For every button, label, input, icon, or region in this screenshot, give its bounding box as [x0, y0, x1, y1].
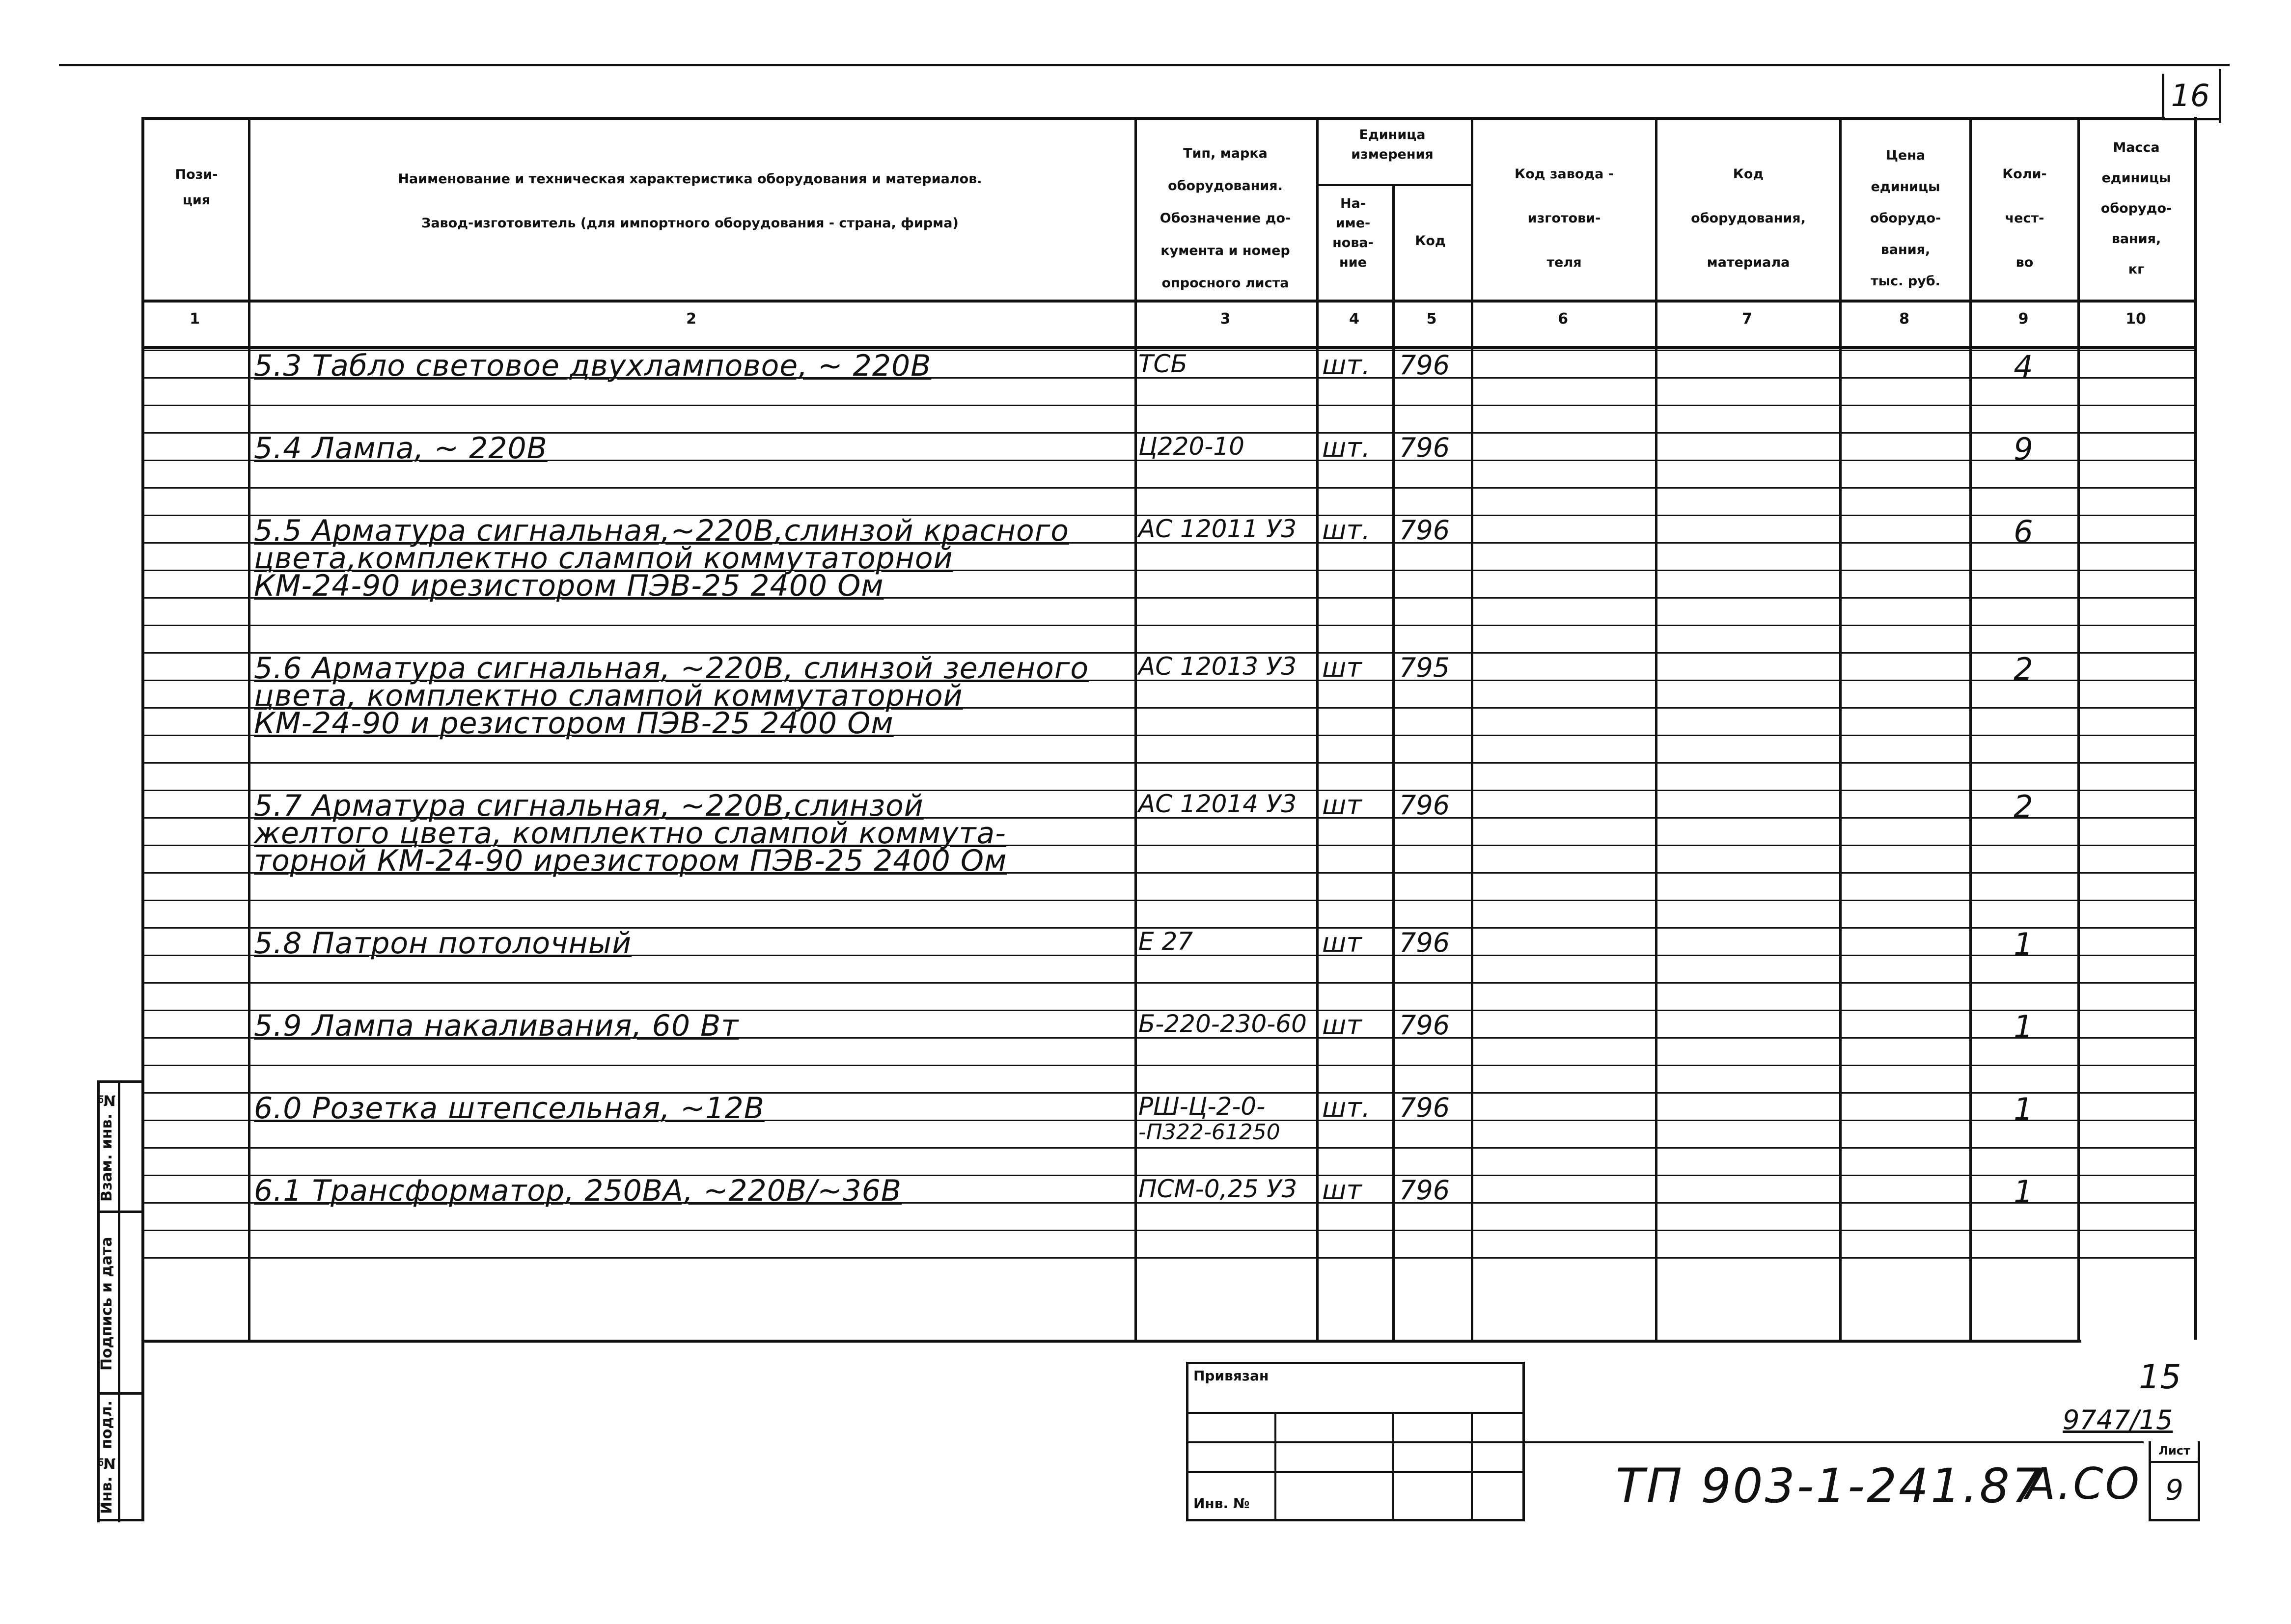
item-type: АС 12011 У3 [1138, 515, 1297, 543]
item-unit-code: 796 [1399, 515, 1450, 546]
item-quantity: 1 [2014, 1091, 2033, 1127]
row-rule [141, 405, 2197, 406]
item-type: ПСМ-0,25 У3 [1138, 1175, 1297, 1203]
sheet-box-bottom [2149, 1519, 2200, 1521]
column-number-10: 10 [2125, 310, 2146, 328]
row-rule [141, 1147, 2197, 1149]
item-description-line: 5.9 Лампа накаливания, 60 Вт [254, 1009, 739, 1043]
item-description-line: 5.8 Патрон потолочный [254, 926, 632, 961]
item-type: РШ-Ц-2-0- [1138, 1092, 1266, 1121]
title-block-top [1525, 1441, 2144, 1443]
column-number-2: 2 [686, 310, 696, 328]
column-number-3: 3 [1220, 310, 1231, 328]
attached-label: Привязан [1193, 1368, 1269, 1384]
item-unit-code: 796 [1399, 1092, 1450, 1123]
column-divider-3 [1316, 117, 1319, 1342]
header-unit-group: Единица измерения [1351, 127, 1434, 162]
page-number-box-bottom [2162, 118, 2221, 120]
item-description-line: цвета, комплектно слампой коммутаторной [254, 679, 963, 713]
handwritten-sheet-number: 15 [2139, 1358, 2181, 1397]
header-type: Тип, марка оборудования. Обозначение до- кумента и номер опросного листа [1159, 146, 1291, 291]
item-unit-code: 796 [1399, 432, 1450, 463]
item-description-line: торной КМ-24-90 ирезистором ПЭВ-25 2400 Ом [254, 844, 1007, 878]
item-type: Е 27 [1138, 927, 1193, 956]
column-divider-6 [1655, 117, 1657, 1342]
row-rule [141, 982, 2197, 984]
row-rule [141, 1230, 2197, 1231]
top-rule [59, 64, 2230, 66]
inventory-label: Инв. № [1193, 1495, 1250, 1512]
table-top-border [141, 117, 2165, 120]
header-mass: Масса единицы оборудо- вания, кг [2100, 140, 2172, 277]
item-unit: шт [1322, 652, 1362, 683]
item-unit-code: 796 [1399, 1175, 1450, 1206]
page-number: 16 [2171, 78, 2210, 113]
side-strip-bottom [97, 1519, 144, 1521]
column-number-9: 9 [2018, 310, 2029, 328]
column-divider-1 [248, 117, 250, 1342]
item-description-line: 5.7 Арматура сигнальная, ~220В,слинзой [254, 789, 924, 823]
document-code: ТП 903-1-241.87 [1616, 1459, 2043, 1514]
row-rule [141, 1065, 2197, 1066]
header-bottom-rule [141, 300, 2197, 303]
side-label-original-inv: Инв. № подл. [98, 1400, 115, 1514]
item-unit: шт. [1322, 1092, 1371, 1123]
item-description-line: 6.1 Трансформатор, 250ВА, ~220В/~36В [254, 1174, 902, 1208]
item-description-line: КМ-24-90 ирезистором ПЭВ-25 2400 Ом [254, 569, 884, 603]
item-unit-code: 796 [1399, 1010, 1450, 1041]
column-number-4: 4 [1349, 310, 1359, 328]
column-divider-9 [2077, 117, 2080, 1342]
item-description-line: 5.6 Арматура сигнальная, ~220В, слинзой зеленого [254, 651, 1089, 686]
header-unit-code: Код [1415, 233, 1446, 248]
side-strip-mid [118, 1080, 120, 1522]
item-unit: шт. [1322, 515, 1371, 546]
item-description-line: желтого цвета, комплектно слампой коммута- [254, 816, 1006, 851]
table-left-border [141, 117, 144, 1521]
column-divider-8 [1969, 117, 1972, 1342]
item-quantity: 9 [2014, 431, 2033, 467]
header-quantity: Коли- чест- во [2002, 166, 2047, 270]
item-quantity: 4 [2014, 349, 2033, 385]
item-type: Ц220-10 [1138, 432, 1244, 461]
row-rule [141, 900, 2197, 901]
column-number-6: 6 [1558, 310, 1568, 328]
header-unit-name: На- име- нова- ние [1332, 196, 1374, 270]
row-rule [141, 1257, 2197, 1259]
item-type: ТСБ [1138, 350, 1187, 378]
item-description-line: 5.4 Лампа, ~ 220В [254, 431, 548, 466]
sheet-label: Лист [2158, 1444, 2190, 1458]
item-unit: шт [1322, 1175, 1362, 1206]
item-type-continued: -П322-61250 [1138, 1120, 1280, 1145]
header-position: Пози- ция [175, 167, 218, 208]
header-unit-price: Цена единицы оборудо- вания, тыс. руб. [1870, 148, 1941, 289]
table-bottom-border [141, 1340, 2081, 1343]
item-type: Б-220-230-60 [1138, 1010, 1307, 1038]
side-strip-div-2 [97, 1392, 144, 1395]
item-unit: шт. [1322, 350, 1371, 381]
item-unit-code: 796 [1399, 927, 1450, 958]
item-quantity: 6 [2014, 514, 2033, 550]
item-unit-code: 796 [1399, 790, 1450, 821]
column-number-8: 8 [1899, 310, 1909, 328]
archive-number: 9747/15 [2063, 1404, 2173, 1435]
sheet-box-right [2198, 1441, 2200, 1521]
item-quantity: 2 [2014, 651, 2033, 687]
item-unit-code: 796 [1399, 350, 1450, 381]
item-unit: шт [1322, 1010, 1362, 1041]
item-unit: шт. [1322, 432, 1371, 463]
header-equipment-code: Код оборудования, материала [1691, 166, 1806, 270]
column-divider-2 [1134, 117, 1137, 1342]
row-rule [141, 487, 2197, 489]
item-description-line: 5.5 Арматура сигнальная,~220В,слинзой красного [254, 514, 1069, 548]
side-label-replace-inv: Взам. инв. № [98, 1091, 115, 1202]
column-divider-5 [1471, 117, 1473, 1342]
document-section: А.СО [2026, 1459, 2141, 1509]
item-description-line: КМ-24-90 и резистором ПЭВ-25 2400 Ом [254, 706, 894, 741]
column-number-5: 5 [1426, 310, 1437, 328]
side-label-signature-date: Подпись и дата [98, 1237, 115, 1371]
header-plant-code: Код завода - изготови- теля [1515, 166, 1614, 270]
column-number-7: 7 [1742, 310, 1752, 328]
column-divider-7 [1839, 117, 1842, 1342]
item-unit: шт [1322, 790, 1362, 821]
item-type: АС 12013 У3 [1138, 652, 1297, 681]
item-description-line: 5.3 Табло световое двухламповое, ~ 220В [254, 349, 932, 383]
page-number-box-right [2219, 69, 2221, 123]
side-strip-div-1 [97, 1211, 144, 1213]
item-unit-code: 795 [1399, 652, 1450, 683]
sheet-number: 9 [2165, 1473, 2183, 1507]
header-name: Наименование и техническая характеристика оборудования и материалов. Завод-изготовитель (для импортного оборудования - страна, фирма) [398, 171, 982, 231]
sheet-box-divider [2149, 1461, 2198, 1463]
item-description-line: 6.0 Розетка штепсельная, ~12В [254, 1091, 765, 1126]
item-quantity: 2 [2014, 789, 2033, 825]
item-type: АС 12014 У3 [1138, 790, 1297, 818]
row-rule [141, 625, 2197, 626]
side-strip-top [97, 1080, 144, 1083]
item-quantity: 1 [2014, 1174, 2033, 1210]
item-quantity: 1 [2014, 926, 2033, 962]
item-unit: шт [1322, 927, 1362, 958]
item-quantity: 1 [2014, 1009, 2033, 1045]
column-number-1: 1 [190, 310, 200, 328]
item-description-line: цвета,комплектно слампой коммутаторной [254, 541, 953, 576]
row-rule [141, 762, 2197, 764]
